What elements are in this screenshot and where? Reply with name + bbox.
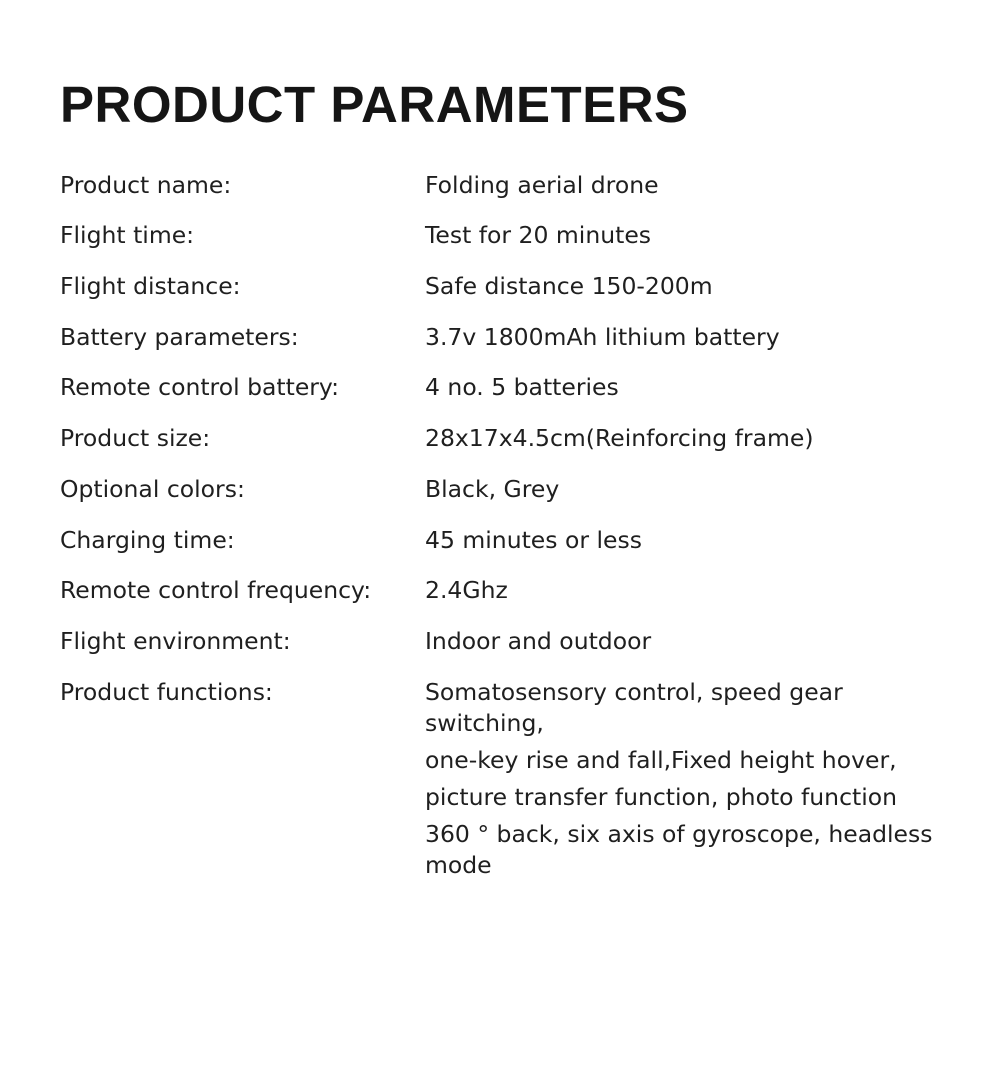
- spec-value: [425, 220, 940, 252]
- spec-label: Remote control frequency:: [60, 576, 372, 605]
- spec-value-line: picture transfer function, photo function: [425, 782, 898, 811]
- spec-label: Charging time:: [60, 525, 235, 554]
- spec-value: [425, 626, 940, 658]
- spec-value: [425, 474, 940, 506]
- spec-value: [425, 575, 940, 607]
- spec-value: [425, 322, 940, 354]
- spec-value: [425, 372, 940, 404]
- spec-label: Product functions:: [60, 677, 273, 706]
- spec-value-line: 45 minutes or less: [425, 525, 642, 554]
- spec-label: Flight time:: [60, 221, 195, 250]
- spec-value: [425, 525, 940, 557]
- spec-value-line: 3.7v 1800mAh lithium battery: [425, 322, 780, 351]
- spec-value-line: Somatosensory control, speed gear switching,: [425, 677, 843, 738]
- spec-label: Flight environment:: [60, 627, 291, 656]
- spec-value-line: one-key rise and fall,Fixed height hover,: [425, 746, 897, 775]
- spec-value-line: 2.4Ghz: [425, 576, 508, 605]
- spec-label: Product size:: [60, 424, 211, 453]
- spec-row: [60, 626, 940, 658]
- spec-value: [425, 677, 940, 882]
- spec-row: [60, 423, 940, 455]
- specifications-table: [60, 170, 940, 883]
- spec-label: Flight distance:: [60, 271, 241, 300]
- spec-label: Remote control battery:: [60, 373, 340, 402]
- page-title: PRODUCT PARAMETERS: [60, 76, 689, 133]
- spec-row: [60, 575, 940, 607]
- spec-value-line: 360 ° back, six axis of gyroscope, headless mode: [425, 819, 933, 880]
- spec-value-line: Safe distance 150-200m: [425, 271, 713, 300]
- spec-value-line: Black, Grey: [425, 474, 560, 503]
- spec-value-line: 28x17x4.5cm(Reinforcing frame): [425, 424, 814, 453]
- spec-value-line: 4 no. 5 batteries: [425, 373, 619, 402]
- spec-row: [60, 677, 940, 882]
- spec-row: [60, 372, 940, 404]
- spec-label: Product name:: [60, 170, 232, 199]
- spec-row: [60, 220, 940, 252]
- spec-label: Battery parameters:: [60, 322, 299, 351]
- spec-value-line: Test for 20 minutes: [425, 221, 652, 250]
- spec-row: [60, 474, 940, 506]
- spec-value: [425, 170, 940, 202]
- spec-value: [425, 423, 940, 455]
- spec-label: Optional colors:: [60, 474, 245, 503]
- spec-value-line: Indoor and outdoor: [425, 627, 652, 656]
- spec-row: [60, 525, 940, 557]
- spec-row: [60, 170, 940, 202]
- spec-value: [425, 271, 940, 303]
- spec-row: [60, 271, 940, 303]
- spec-row: [60, 322, 940, 354]
- spec-value-line: Folding aerial drone: [425, 170, 659, 199]
